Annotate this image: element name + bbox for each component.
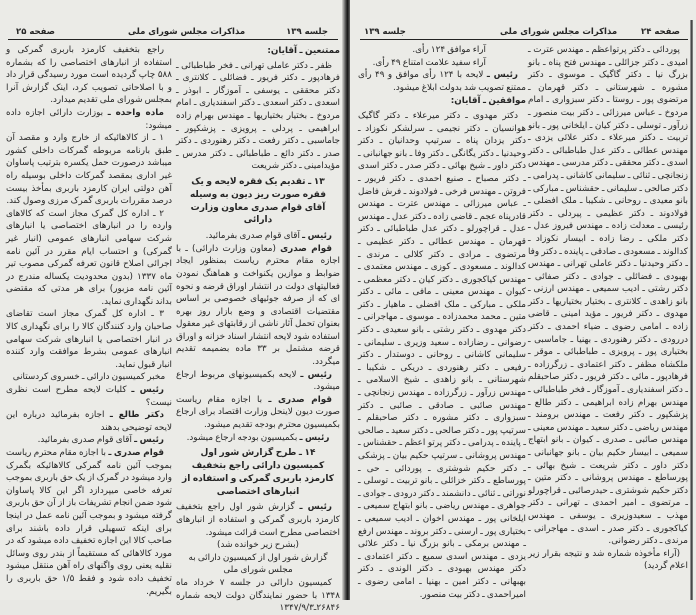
article-text: بوزارت دارائی اجازه داده میشود: <box>6 107 172 131</box>
column-left <box>358 44 526 601</box>
report-title: گزارش شور اول از کمیسیون دارائی به مجلس شورای ملی <box>188 552 328 576</box>
speech-text: بکمیسیون بودجه ارجاع میشود. <box>186 432 298 443</box>
paragraph <box>6 434 172 447</box>
page-number: صفحه ۲۴ <box>641 27 680 37</box>
speech-text: لایحه بکمیسیونهای مربوط ارجاع میشود. <box>176 369 340 393</box>
speech-text: (معاون وزارت دارائی) ـ با اجازه مقام محترم ریاست بمنظور ایجاد ضوابط و موازین یکنواخت و هماهنگ نمودن فعالیتهای دولت در انتشار اوراق قرضه و نحوه ای که از صرفه جوئیهای خصوصی بر اساس مقتضیات اقتصادی و وضع بازار روز بهره بعنوان تحمل آثار ناشی از رقابتهای غیر معقول استفاده شود لایحه انتشار اسناد خزانه و اوراق قرضه مشتمل بر ۳۳ ماده بضمیمه تقدیم میگردد. <box>176 243 340 368</box>
article-item-1: ۱ ـ از کالاهائیکه از خارج وارد و مقصد آن طبق بارنامه مربوطه گمرکات داخلی کشور میباشد درصورت حمل یکسره بترتیب پاساوان غیر اداری بمقصد گمرکات داخلی بوسیله راه آهن دولتی ایران کارمزد باربری بمأخذ بیست درصد مقررات باربری گمرک مرزی وصول کند. <box>6 133 172 207</box>
speaker: رئیس ـ <box>299 432 330 443</box>
column-left <box>6 44 172 598</box>
session-number: جلسه ۱۳۹ <box>286 27 328 37</box>
publication-title: مذاکرات مجلس شورای ملی <box>500 27 618 37</box>
section-heading-13: ۱۳ ـ تقدیم یک فقره لایحه و یک فقره صورت ریز دیون به وسیله آقای قوام صدری معاون وزارت دارائی <box>189 176 327 226</box>
supporters-label: موافقین ـ آقایان: <box>450 96 526 107</box>
column-right <box>528 44 688 573</box>
article-label: ماده واحده ـ <box>107 107 164 118</box>
paragraph: کمیسیون دارائی در جلسه ۷ خرداد ماه ۱۳۴۸ با حضور نمایندگان دولت لایحه شماره ۲۶۸۴۶ـ۱۳۴۷/۹/۳ <box>176 577 340 614</box>
article-item-2: ۲ ـ اداره کل گمرک مجاز است که کالاهای وارده را در انبارهای اختصاصی یا انبارهای شرکت سهامی انبارهای عمومی (انبار غیر گمرکی) و احتساب ایام مقرر در آئین نامه اجرائی اصلاح قانون تعرفه گمرکی مصوب تیر ماه ۱۳۳۷ (بدون محدودیت یکساله مندرج در آئین نامه مزبور) برای هر مدتی که مقتضی بداند نگهداری نماید. <box>6 208 172 307</box>
speaker: رئیس ـ <box>131 385 164 396</box>
section-heading-14: ۱۴ ـ طرح گزارش شور اول کمیسیون دارائی راجع بتخفیف کارمزد باربری گمرکی و استفاده از انبارهای اختصاصی <box>182 448 334 497</box>
speaker: رئیس ـ <box>134 435 164 446</box>
speech-text: گزارش شور اول راجع بتخفیف کارمزد باربری گمرکی و استفاده از انبارهای اختصاصی مطرح است قرائت میشود. <box>176 502 340 538</box>
vote-note: (آراء مأخوذه شماره شد و نتیجه بقرار زیر اعلام گردید) <box>528 548 688 572</box>
read-note: (بشرح زیر خوانده شد) <box>217 540 299 551</box>
paragraph <box>176 243 340 369</box>
right-page <box>350 0 696 600</box>
paragraph: راجع بتخفیف کارمزد باربری گمرکی و استفاده از انبارهای اختصاصی را که بشماره ۵۸۸ چاپ گردیده است مورد رسیدگی قرار داد و با اصلاحاتی تصویب کرد، اینک گزارش آنرا بمجلس شورای ملی تقدیم میدارد. <box>6 45 172 106</box>
paragraph <box>6 384 172 409</box>
abstain-votes: آراء سفید علامت امتناع ۴۹ رأی. <box>372 57 486 68</box>
yes-votes: آراء موافق ۱۲۴ رأی. <box>412 45 486 55</box>
session-number: جلسه ۱۳۹ <box>364 27 406 37</box>
speech-text: اجازه بفرمائید درباره این لایحه توضیحی بدهند <box>6 410 172 433</box>
speaker: رئیس ـ <box>299 502 332 513</box>
abstainers-label: ممتنعین ـ آقایان: <box>267 46 340 56</box>
supporters-list: دکتر مهدوی ـ دکتر میرعلاء ـ دکتر گاگیک هوانسیان ـ دکتر نجیمی ـ سرلشکر نکوزاد ـ دکتر یزدان پناه ـ سرتیپ وحدانیان ـ دکتر وحیدنیا ـ دکتر یگانگی ـ دکتر وفا ـ بانو جهانبانی ـ دکتر داور ـ شیخ بهائی ـ دکتر صدر ـ دکتر اسدی ـ دکتر مصباح ـ صنیع احمدی ـ دکتر فریور ـ فروتن ـ مهندس فرخی ـ فولادوند ـ فرش فاضل ـ عباس میرزائی ـ مهندس عترت ـ مهندس قادرپناه عجم ـ قاضی زاده ـ دکتر عدل ـ مهندس عدل ـ قراچورلو ـ دکتر عدل طباطبائی ـ دکتر قهرمان ـ مهندس عطائی ـ دکتر عظیمی ـ مرتضوی ـ مرادی ـ دکتر کلالی ـ مرندی ـ کدالوند ـ مسعودی ـ کوزی ـ مهندس معتمدی ـ مهندس کیاکجوری ـ دکتر کیان ـ دکتر معظمی ـ کیوان ـ مهندس معینی ـ مافی ـ مائی ـ دکتر ملکی ـ مبارکی ـ ملک افضلی ـ ماهیار ـ دکتر متین ـ محمد محمدزاده ـ موسوی ـ مهاجرانی ـ دکتر مهدوی ـ دکتر رشتی ـ بانو سعیدی ـ دکتر رضوانی ـ رضازاده ـ سعید وزیری ـ سلیمانی ـ سلیمانی کاشانی ـ روحانی ـ دوستدار ـ دکتر رفیعی ـ دکتر رهنوردی ـ دریکی ـ شکیبا ـ شهرستانی ـ بانو زاهدی ـ شیخ الاسلامی ـ مهندس زرآور ـ زرگرزاده ـ مهندس زنجانچی ـ مهندس صائبی ـ صادقی ـ صائبی ـ دکتر سبزواری ـ دکتر مشوره ـ دکتر صاحبقلم ـ سرتیپ پور ـ دکتر صالحی ـ دکتر سعید ـ صالحی ـ پاینده ـ پدرامی ـ دکتر پرتو اعظم ـ حقشناس ـ مهندس پروشانی ـ سرتیپ حکیم بیان ـ پزشکی ـ دکتر حکیم شوشتری ـ پوردائی ـ حی ـ پورساطع ـ دکتر خزائلی ـ بانو تربیت ـ توسلی ـ نوراتی ـ ثنائی ـ دانشمند ـ دکتر درودی ـ جوادی ـ جواهری ـ مهندس ریاضی ـ بانو ابتهاج سمیعی ـ ایلخانی پور ـ مهندس اخوان ـ ادیب سمیعی ـ بختیاری پور ـ ارسنی ـ دکتر بروند ـ مهندس ارفع ـ مهندس برمکی ـ بانو بزرگ نیا ـ دکتر علائی یزدی ـ مهندس اسدی سمیع ـ دکتر اعتمادی ـ دکتر مهندس بهبودی ـ دکتر الوندی ـ دکتر بهبهانی ـ دکتر امین ـ بهنیا ـ امامی رضوی ـ امیراحمدی ـ دکتر بیت منصور. <box>358 110 526 600</box>
page-header <box>360 27 688 40</box>
abstainers-list-continued: پوردائی ـ دکتر پرتواعظم ـ مهندس عترت ـ امیدی ـ دکتر جزائلی ـ مهندس فتح پناه ـ بانو بزرگ نیا ـ دکتر گاگیک ـ موسوی ـ دکتر مشوره ـ شهرستانی ـ دکتر قهرمان ـ مرتضوی پور ـ روستا ـ دکتر سبزواری ـ امام مردوخ ـ عباس میرزائی ـ دکتر بیت منصور ـ زرآور ـ توسلی ـ دکتر کیان ـ ایلخانی پور ـ بانو تربیت ـ دکتر میرعلاء ـ دکتر علائی یزدی ـ مهندس عطائی ـ دکتر عدل طباطبائی ـ دکتر اسدی ـ دکتر محققی ـ دکتر مدرسی ـ مهندس زنجانچی ـ ثنائی ـ سلیمانی کاشانی ـ پدرامی ـ دکتر صالحی ـ سلیمانی ـ حقشناس ـ مبارکی ـ بانو معیدی ـ روحانی ـ شکیبا ـ ملک افضلی ـ فولادوند ـ دکتر عظیمی ـ پیردلی ـ دکتر رئیسی ـ معدلت زاده ـ مهندس فیروز عدل ـ دکتر ملکی ـ رضا زاده ـ ابیسار نکوزاد ـ کدالوند ـ مسعودی ـ صادقی ـ پاینده ـ دکتر وفا ـ دکتر وحیدنیا ـ دکتر عاملی تهرانی ـ مهندس بهبودی ـ فضائلی ـ جوادی ـ دکتر صفائی ـ دکتر رشتی ـ ادیب سمیعی ـ مهندس ارزنی ـ بانو زاهدی ـ کلانتری ـ بختیار بختیاریها ـ دکتر مهدوی ـ دکتر فریور ـ مؤید امینی ـ قاضی زاده ـ امامی رضوی ـ ضیاء احمدی ـ دکتر دررودی ـ دکتر رهنوردی ـ بهنیا ـ جاماسبی ـ بختیاری پور ـ پرویزی ـ طباطبائی ـ موقر ـ ملکشاه مظفر ـ دکتر اعتمادی ـ زرگرزاده ـ فرهادپور ـ مائی ـ دکتر فریور ـ دکتر صاحبقلم ـ دکتر اسفندیاری ـ آموزگار ـ فخر طباطبائی ـ مهندس بهرام زاده ابراهیمی ـ دکتر طالع ـ پزشکپور ـ دکتر رفعت ـ مهندس برومند ـ مهندس ریاضی ـ دکتر سعید ـ مهندس معینی ـ مهندس صائبی ـ صدری ـ کیوان ـ بانو ابتهاج سمیعی ـ ابیسار حکیم بیان ـ بانو جهانبانی ـ دکتر داور ـ دکتر شریعت ـ شیخ بهائی ـ پورساطع ـ مهندس پروشانی ـ دکتر متین ـ دکتر حکیم شوشتری ـ حیدرصائبی ـ قراچورلو ـ مرتضوی ـ امیر احمدی ـ تهرانی ـ دکتر مهذب ـ سعیدوزیری ـ یوسفی ـ مهندس کیاکجوری ـ دکتر صدر ـ اسدی ـ مهاجرانی ـ مرندی ـ دکتر رضوانی. <box>528 45 688 547</box>
page-number: صفحه ۲۵ <box>16 27 55 37</box>
speaker: رئیس ـ <box>302 231 332 242</box>
speech-text: کلیات لایحه مطرح است نظری نیست؟ <box>6 385 172 408</box>
paragraph <box>176 501 340 539</box>
speaker: دکتر طالع ـ <box>109 410 164 421</box>
paragraph <box>6 447 172 598</box>
publication-title: مذاکرات مجلس شورای ملی <box>128 27 246 37</box>
paragraph <box>176 432 340 445</box>
speaker: رئیس ـ <box>486 70 518 81</box>
speech-text: آقای قوام صدری بفرمائید. <box>205 231 300 242</box>
article-item-3: ۳ ـ اداره کل گمرک مجاز است تقاضای صاحبان وارد کنندگان کالا را برای نگهداری کالا در انبار اختصاصی یا انبارهای شرکت سهامی انبارهای عمومی بشرط موافقت وارد کننده انبار قبول نماید. <box>6 309 172 370</box>
abstainers-list: ظفر ـ دکتر عاملی تهرانی ـ فخر طباطبائی ـ فرهادپور ـ دکتر فریور ـ فضائلی ـ کلانتری ـ دکتر محققی ـ یوسفی ـ آموزگار ـ ابوذر ـ اسعدی ـ دکتر اسعدی ـ دکتر اسفندیاری ـ امام مردوخ ـ بختیار بختیاریها ـ مهندس بهرام زاده ابراهیمی ـ پردلی ـ پرویزی ـ پزشکپور ـ جاماسبی ـ دکتر رفعت ـ دکتر رهنوردی ـ دکتر صدر ـ دکتر دائع ـ طباطبائی ـ دکتر مدرس ـ مؤیدامینی ـ دکتر شریعت <box>176 60 340 172</box>
speech-text: با اجازه مقام محترم ریاست بموجب آئین نامه گمرکی کالاهائیکه بگمرک وارد میشود در گمرک از یک حق باربری بموجب تعرفه خاصی میپردازد اگر این کالا پاساوان شود ضمن انجام تشریفات باز از آن حق باربری گرفته میشود و بموجب آئین نامه عمل در اینجا برای اینکه تسهیلی قرار داده باشند برای صاحب کالا این اجازه تخفیف داده میشود که در مورد کالاهائی که مستقیماً از بندر روی وسائل نقلیه یعنی روی واگنهای راه آهن منتقل میشود تخفیف داده شود و فقط ۱/۵ حق باربری را بگیریم. <box>6 448 172 597</box>
speaker: رئیس ـ <box>300 369 332 380</box>
page-header <box>8 27 338 40</box>
page-edge <box>690 20 693 600</box>
speaker: قوام صدری ـ <box>268 394 332 405</box>
left-page <box>0 0 346 614</box>
column-right <box>176 44 340 615</box>
rapporteur: مخبر کمیسیون دارائی ـ خسروی کردستانی <box>12 372 166 383</box>
paragraph <box>358 69 526 94</box>
paragraph <box>176 230 340 243</box>
speaker: قوام صدری <box>280 243 332 254</box>
speech-text: لایحه با ۱۲۴ رأی موافق و ۴۹ رأی ممتنع تصویب شد بدولت ابلاغ میشود. <box>358 70 526 93</box>
paragraph <box>6 409 172 434</box>
speech-text: آقای قوام صدری بفرمائید. <box>37 435 132 446</box>
speech-text: با اجازه مقام ریاست صورت دیون لاینحل وزارت اقتصاد برای ارجاع بکمیسیون محترم بودجه تقدیم میشود. <box>176 394 340 431</box>
speaker: قوام صدری ـ <box>108 448 164 458</box>
paragraph <box>176 394 340 432</box>
paragraph <box>6 107 172 132</box>
paragraph <box>176 369 340 394</box>
